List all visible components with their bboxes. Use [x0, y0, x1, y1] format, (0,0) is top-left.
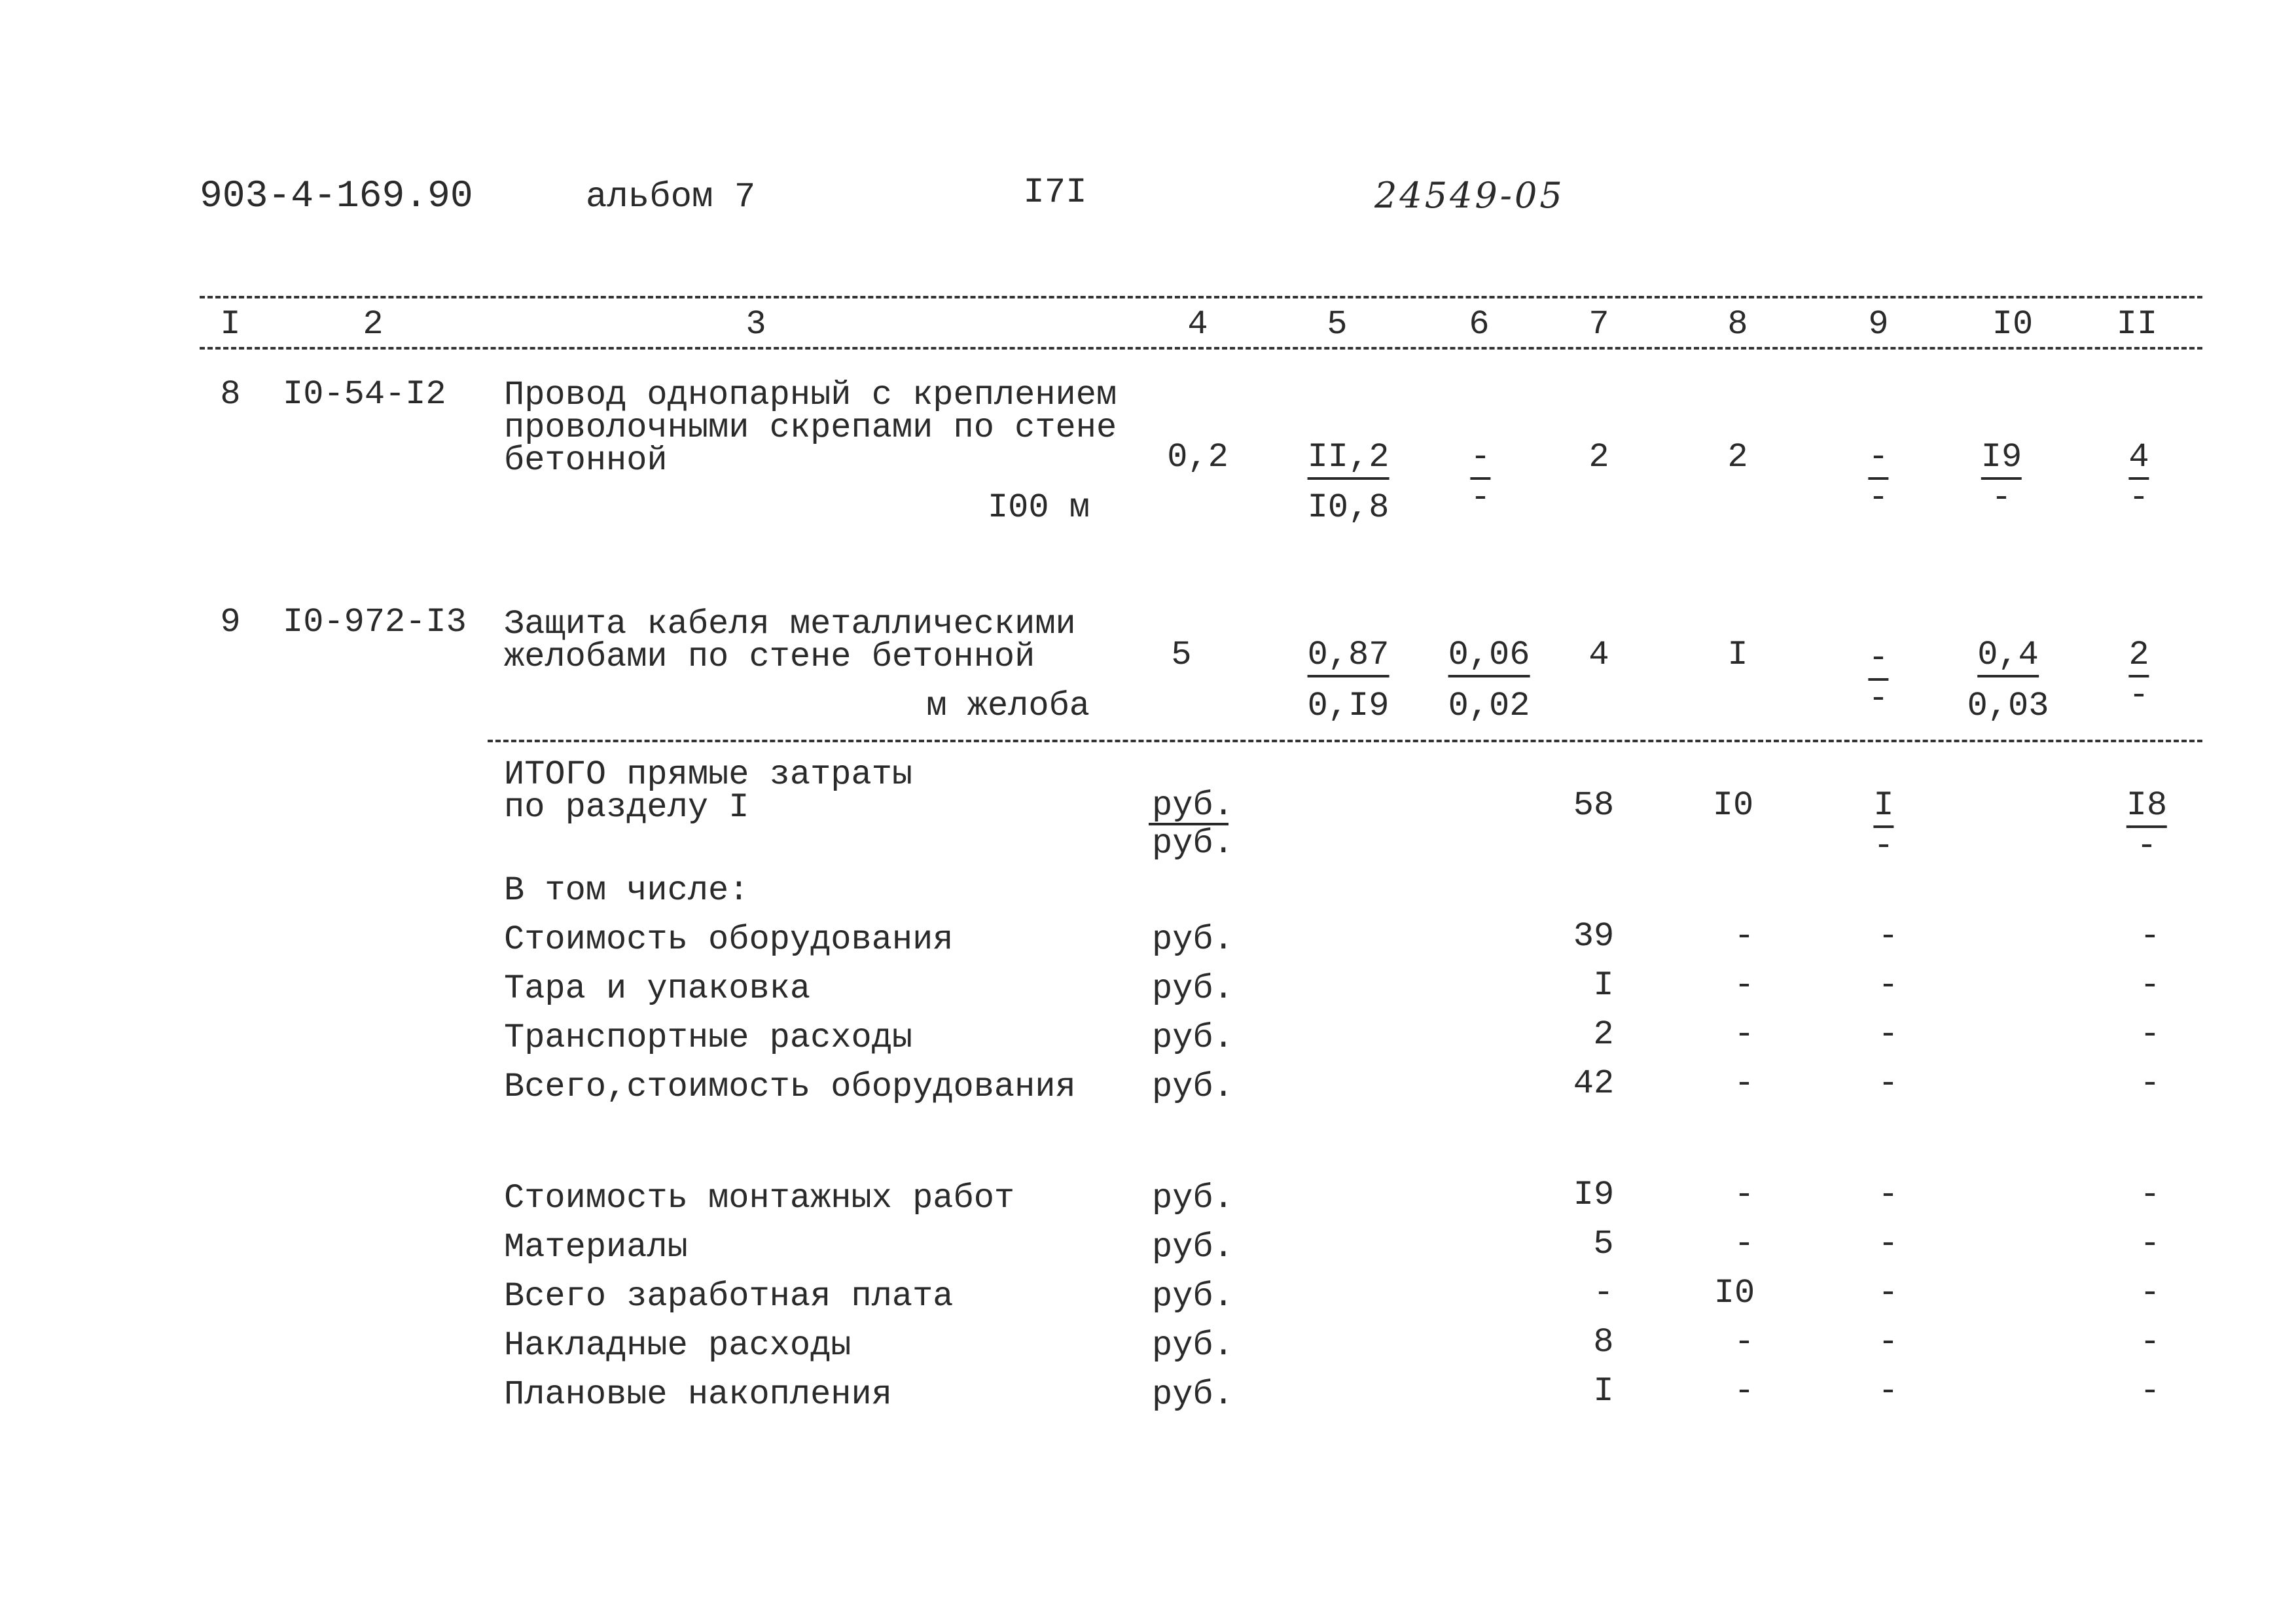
cell-col7: 2 [1588, 438, 1609, 477]
totals-rule [488, 740, 2202, 742]
summary-unit: руб. [1152, 1019, 1234, 1057]
stamp-number: 24549-05 [1374, 175, 1565, 216]
summary-col9: - [1878, 917, 1899, 956]
col-header-9: 9 [1868, 305, 1889, 344]
summary-col11: - [2140, 1176, 2161, 1214]
summary-col8: - [1734, 1064, 1755, 1103]
summary-col8: - [1734, 917, 1755, 956]
col-header-2: 2 [363, 305, 384, 344]
summary-unit: руб. [1152, 920, 1234, 959]
cell-col9-top: - [1868, 441, 1888, 480]
col-header-3: 3 [745, 305, 766, 344]
header-top-rule [200, 296, 2202, 298]
cell-col4: 5 [1171, 636, 1192, 674]
summary-col9: - [1878, 1176, 1899, 1214]
total-label-line: по разделу I [504, 788, 749, 827]
summary-col7: I9 [1573, 1176, 1615, 1214]
summary-col9: - [1878, 966, 1899, 1005]
cell-col10-bottom: 0,03 [1967, 687, 2049, 725]
total-col7: 58 [1573, 786, 1615, 825]
row-description-line: желобами по стене бетонной [504, 638, 1035, 676]
total-col11-bottom: - [2136, 827, 2157, 865]
row-description-line: Провод однопарный с креплением [504, 376, 1117, 414]
cell-col10-bottom: - [1991, 478, 2012, 517]
doc-code: 903-4-169.90 [200, 175, 473, 218]
summary-col7: 8 [1593, 1323, 1614, 1362]
summary-col9: - [1878, 1323, 1899, 1362]
summary-col9: - [1878, 1064, 1899, 1103]
total-unit-top: руб. [1152, 786, 1234, 825]
rate-code: I0-972-I3 [283, 603, 467, 641]
summary-label: Материалы [504, 1228, 688, 1267]
summary-col7: 42 [1573, 1064, 1615, 1103]
row-number: 8 [220, 375, 241, 414]
summary-label: Стоимость оборудования [504, 920, 954, 959]
cell-col6-bottom: - [1470, 478, 1491, 517]
cell-col9-top: - [1868, 641, 1888, 681]
summary-col9: - [1878, 1372, 1899, 1411]
cell-col5-top: 0,87 [1308, 638, 1390, 677]
summary-col9: - [1878, 1015, 1899, 1054]
summary-label: Стоимость монтажных работ [504, 1179, 1015, 1218]
cell-col5-top: II,2 [1308, 441, 1390, 480]
cell-col8: I [1727, 636, 1748, 674]
summary-col11: - [2140, 1064, 2161, 1103]
cell-col6-bottom: 0,02 [1448, 687, 1530, 725]
row-unit: I00 м [987, 488, 1090, 527]
summary-col8: I0 [1713, 1274, 1755, 1312]
cell-col6-top: - [1470, 441, 1490, 480]
summary-label: Всего,стоимость оборудования [504, 1068, 1076, 1106]
summary-unit: руб. [1152, 969, 1234, 1008]
summary-col8: - [1734, 966, 1755, 1005]
cell-col5-bottom: 0,I9 [1307, 687, 1390, 725]
col-header-7: 7 [1588, 305, 1609, 344]
summary-unit: руб. [1152, 1277, 1234, 1316]
cell-col11-bottom: - [2128, 478, 2149, 517]
summary-label: Накладные расходы [504, 1326, 852, 1365]
row-description-line: бетонной [504, 441, 668, 480]
total-col9-top: I [1873, 789, 1893, 828]
summary-col11: - [2140, 1274, 2161, 1312]
summary-col11: - [2140, 917, 2161, 956]
row-unit: м желоба [926, 687, 1090, 725]
col-header-5: 5 [1327, 305, 1348, 344]
summary-label: Транспортные расходы [504, 1019, 913, 1057]
summary-col11: - [2140, 1323, 2161, 1362]
summary-unit: руб. [1152, 1228, 1234, 1267]
total-col11-top: I8 [2126, 789, 2167, 828]
summary-col7: - [1593, 1274, 1614, 1312]
summary-col11: - [2140, 966, 2161, 1005]
summary-label: Плановые накопления [504, 1375, 892, 1414]
album-label: альбом 7 [586, 177, 756, 217]
cell-col10-top: 0,4 [1977, 638, 2039, 677]
col-header-8: 8 [1727, 305, 1748, 344]
summary-col7: I [1593, 1372, 1614, 1411]
summary-col8: - [1734, 1372, 1755, 1411]
cell-col5-bottom: I0,8 [1307, 488, 1390, 527]
cell-col11-top: 4 [2128, 441, 2149, 480]
including-label: В том числе: [504, 871, 749, 910]
summary-col7: 5 [1593, 1225, 1614, 1263]
cell-col11-bottom: - [2128, 676, 2149, 715]
summary-col7: I [1593, 966, 1614, 1005]
row-description-line: проволочными скрепами по стене [504, 408, 1117, 447]
summary-unit: руб. [1152, 1179, 1234, 1218]
rate-code: I0-54-I2 [283, 375, 446, 414]
total-col8: I0 [1712, 786, 1754, 825]
col-header-6: 6 [1469, 305, 1490, 344]
cell-col9-bottom: - [1868, 478, 1889, 517]
total-label-line: ИТОГО прямые затраты [504, 755, 913, 794]
summary-col8: - [1734, 1225, 1755, 1263]
summary-col11: - [2140, 1225, 2161, 1263]
summary-label: Всего заработная плата [504, 1277, 954, 1316]
cell-col7: 4 [1588, 636, 1609, 674]
summary-unit: руб. [1152, 1326, 1234, 1365]
cell-col6-top: 0,06 [1448, 638, 1530, 677]
summary-col9: - [1878, 1225, 1899, 1263]
cell-col10-top: I9 [1981, 441, 2022, 480]
total-col9-bottom: - [1873, 827, 1894, 865]
row-number: 9 [220, 603, 241, 641]
summary-col11: - [2140, 1372, 2161, 1411]
col-header-4: 4 [1187, 305, 1208, 344]
total-unit-bottom: руб. [1152, 824, 1234, 863]
col-header-11: II [2116, 305, 2158, 344]
summary-col7: 39 [1573, 917, 1615, 956]
summary-col9: - [1878, 1274, 1899, 1312]
cell-col8: 2 [1727, 438, 1748, 477]
col-header-1: I [220, 305, 241, 344]
cell-col9-bottom: - [1868, 679, 1889, 718]
cell-col4: 0,2 [1167, 438, 1229, 477]
cell-col11-top: 2 [2128, 638, 2149, 677]
summary-col8: - [1734, 1176, 1755, 1214]
header-bottom-rule [200, 347, 2202, 350]
summary-unit: руб. [1152, 1375, 1234, 1414]
summary-col7: 2 [1593, 1015, 1614, 1054]
summary-col8: - [1734, 1015, 1755, 1054]
summary-col8: - [1734, 1323, 1755, 1362]
col-header-10: I0 [1992, 305, 2034, 344]
page-number: I7I [1023, 173, 1087, 213]
row-description-line: Защита кабеля металлическими [504, 605, 1076, 643]
summary-unit: руб. [1152, 1068, 1234, 1106]
summary-label: Тара и упаковка [504, 969, 811, 1008]
summary-col11: - [2140, 1015, 2161, 1054]
